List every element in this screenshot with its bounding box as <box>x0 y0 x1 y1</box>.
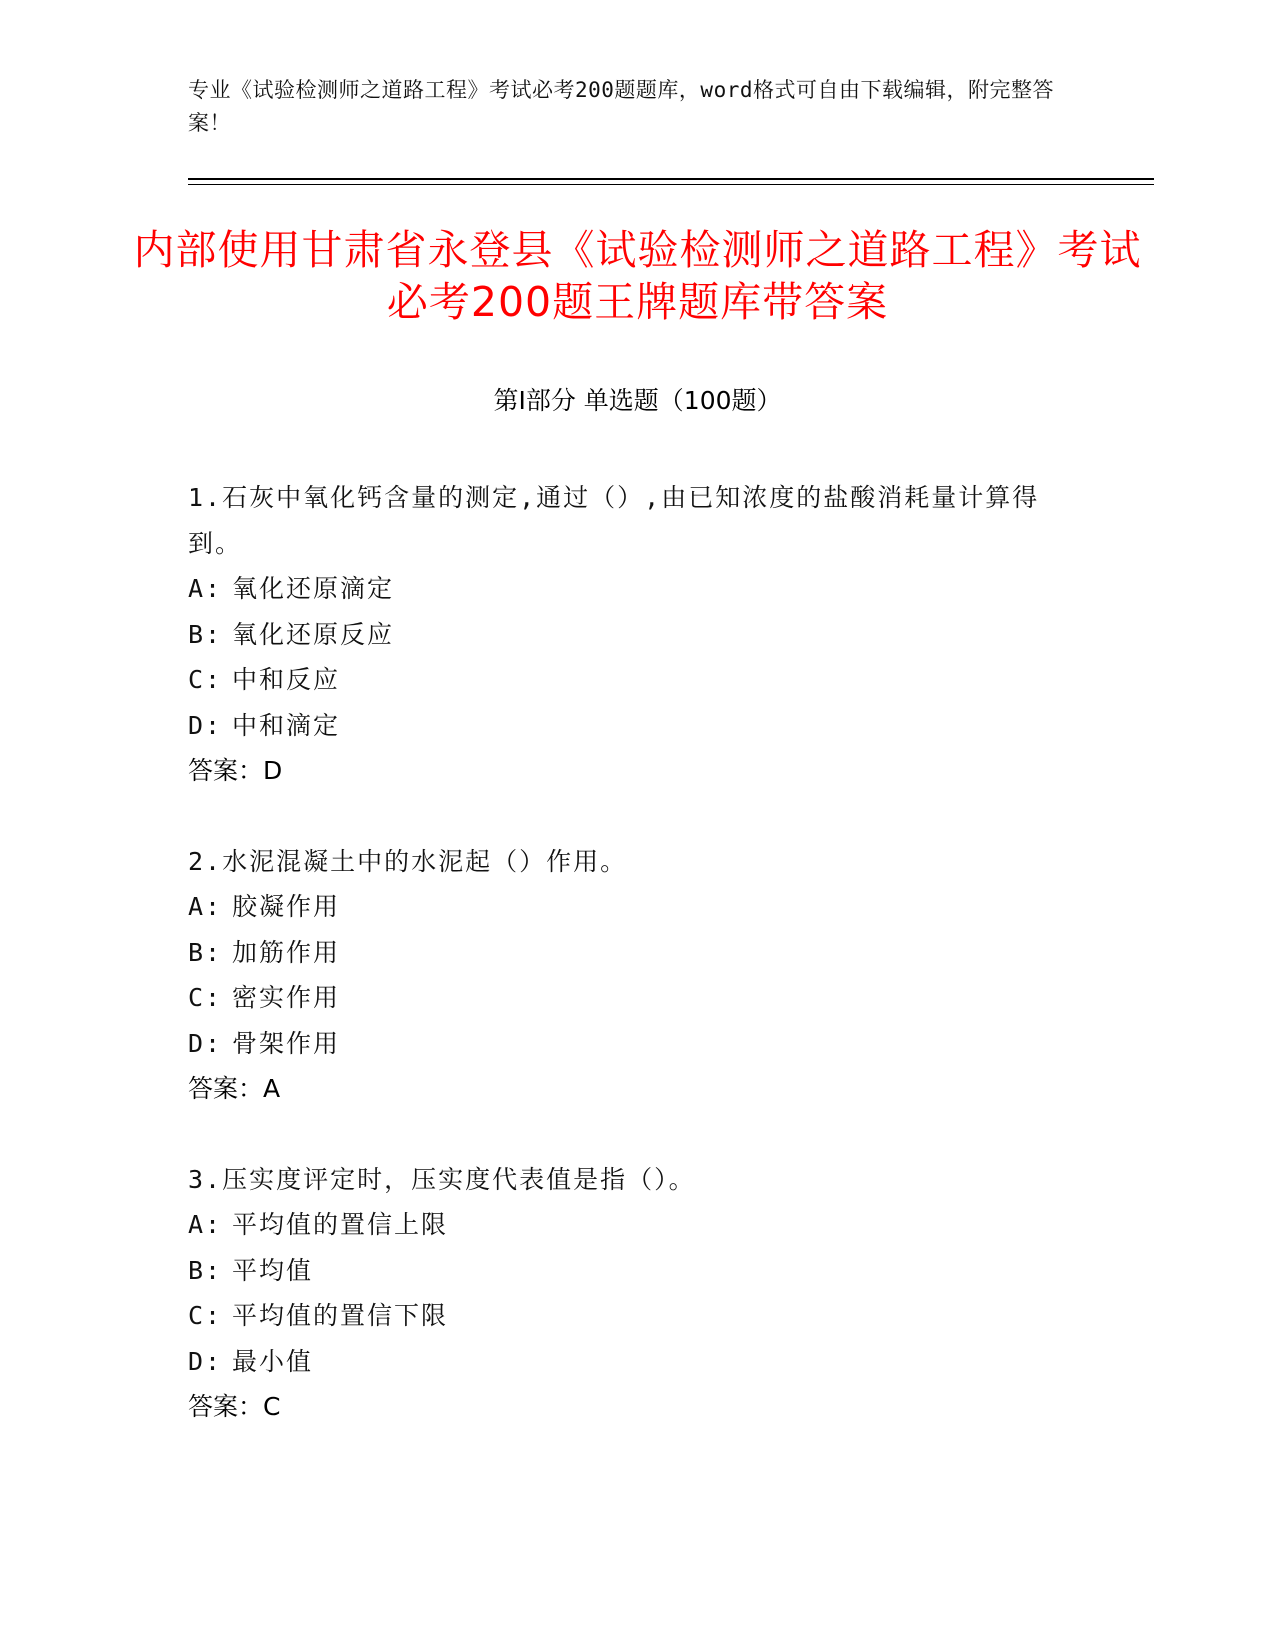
option-text: 骨架作用 <box>232 1028 341 1058</box>
question-stem: 2.水泥混凝土中的水泥起（）作用。 <box>188 846 628 876</box>
option-text: 密实作用 <box>232 983 341 1012</box>
header-note: 专业《试验检测师之道路工程》考试必考200题题库，word格式可自由下载编辑，附完整答案！ <box>188 78 1054 135</box>
option-text: 氧化还原滴定 <box>232 574 395 603</box>
document-title: 内部使用甘肃省永登县《试验检测师之道路工程》考试必考200题王牌题库带答案 <box>133 226 1142 326</box>
option-letter: D: <box>188 1028 223 1058</box>
option-letter: D: <box>188 1346 223 1376</box>
option-text: 平均值 <box>232 1255 314 1285</box>
question-3 <box>188 1157 1088 1430</box>
option-letter: B: <box>188 937 223 967</box>
answer-line: 答案：A <box>188 1074 281 1103</box>
option-text: 中和滴定 <box>232 710 341 740</box>
option-b <box>188 612 1088 658</box>
question-2 <box>188 839 1088 1112</box>
option-letter: A: <box>188 574 223 603</box>
question-stem: 1.石灰中氧化钙含量的测定,通过（）,由已知浓度的盐酸消耗量计算得到。 <box>188 483 1040 558</box>
option-d <box>188 1339 1088 1385</box>
header-divider-thick <box>188 178 1154 180</box>
question-list <box>188 475 1088 1475</box>
option-letter: B: <box>188 1255 223 1285</box>
answer-line: 答案：C <box>188 1392 281 1421</box>
option-c <box>188 657 1088 703</box>
option-text: 加筋作用 <box>232 937 341 967</box>
option-c <box>188 1293 1088 1339</box>
header-divider-thin <box>188 184 1154 185</box>
question-1 <box>188 475 1088 794</box>
option-d <box>188 703 1088 749</box>
answer-line: 答案：D <box>188 756 283 785</box>
option-b <box>188 930 1088 976</box>
section-heading: 第I部分 单选题（100题） <box>493 386 782 415</box>
option-b <box>188 1248 1088 1294</box>
option-text: 胶凝作用 <box>232 892 341 921</box>
option-a <box>188 566 1088 612</box>
option-text: 平均值的置信上限 <box>232 1210 449 1239</box>
option-letter: C: <box>188 1301 223 1330</box>
option-text: 中和反应 <box>232 665 341 694</box>
option-letter: C: <box>188 983 223 1012</box>
question-stem: 3.压实度评定时，压实度代表值是指（）。 <box>188 1164 696 1194</box>
option-a <box>188 1202 1088 1248</box>
option-letter: B: <box>188 619 223 649</box>
option-letter: A: <box>188 892 223 921</box>
option-letter: C: <box>188 665 223 694</box>
option-text: 氧化还原反应 <box>232 619 395 649</box>
option-text: 平均值的置信下限 <box>232 1301 449 1330</box>
option-c <box>188 975 1088 1021</box>
option-a <box>188 884 1088 930</box>
option-letter: A: <box>188 1210 223 1239</box>
option-letter: D: <box>188 710 223 740</box>
option-d <box>188 1021 1088 1067</box>
option-text: 最小值 <box>232 1346 314 1376</box>
